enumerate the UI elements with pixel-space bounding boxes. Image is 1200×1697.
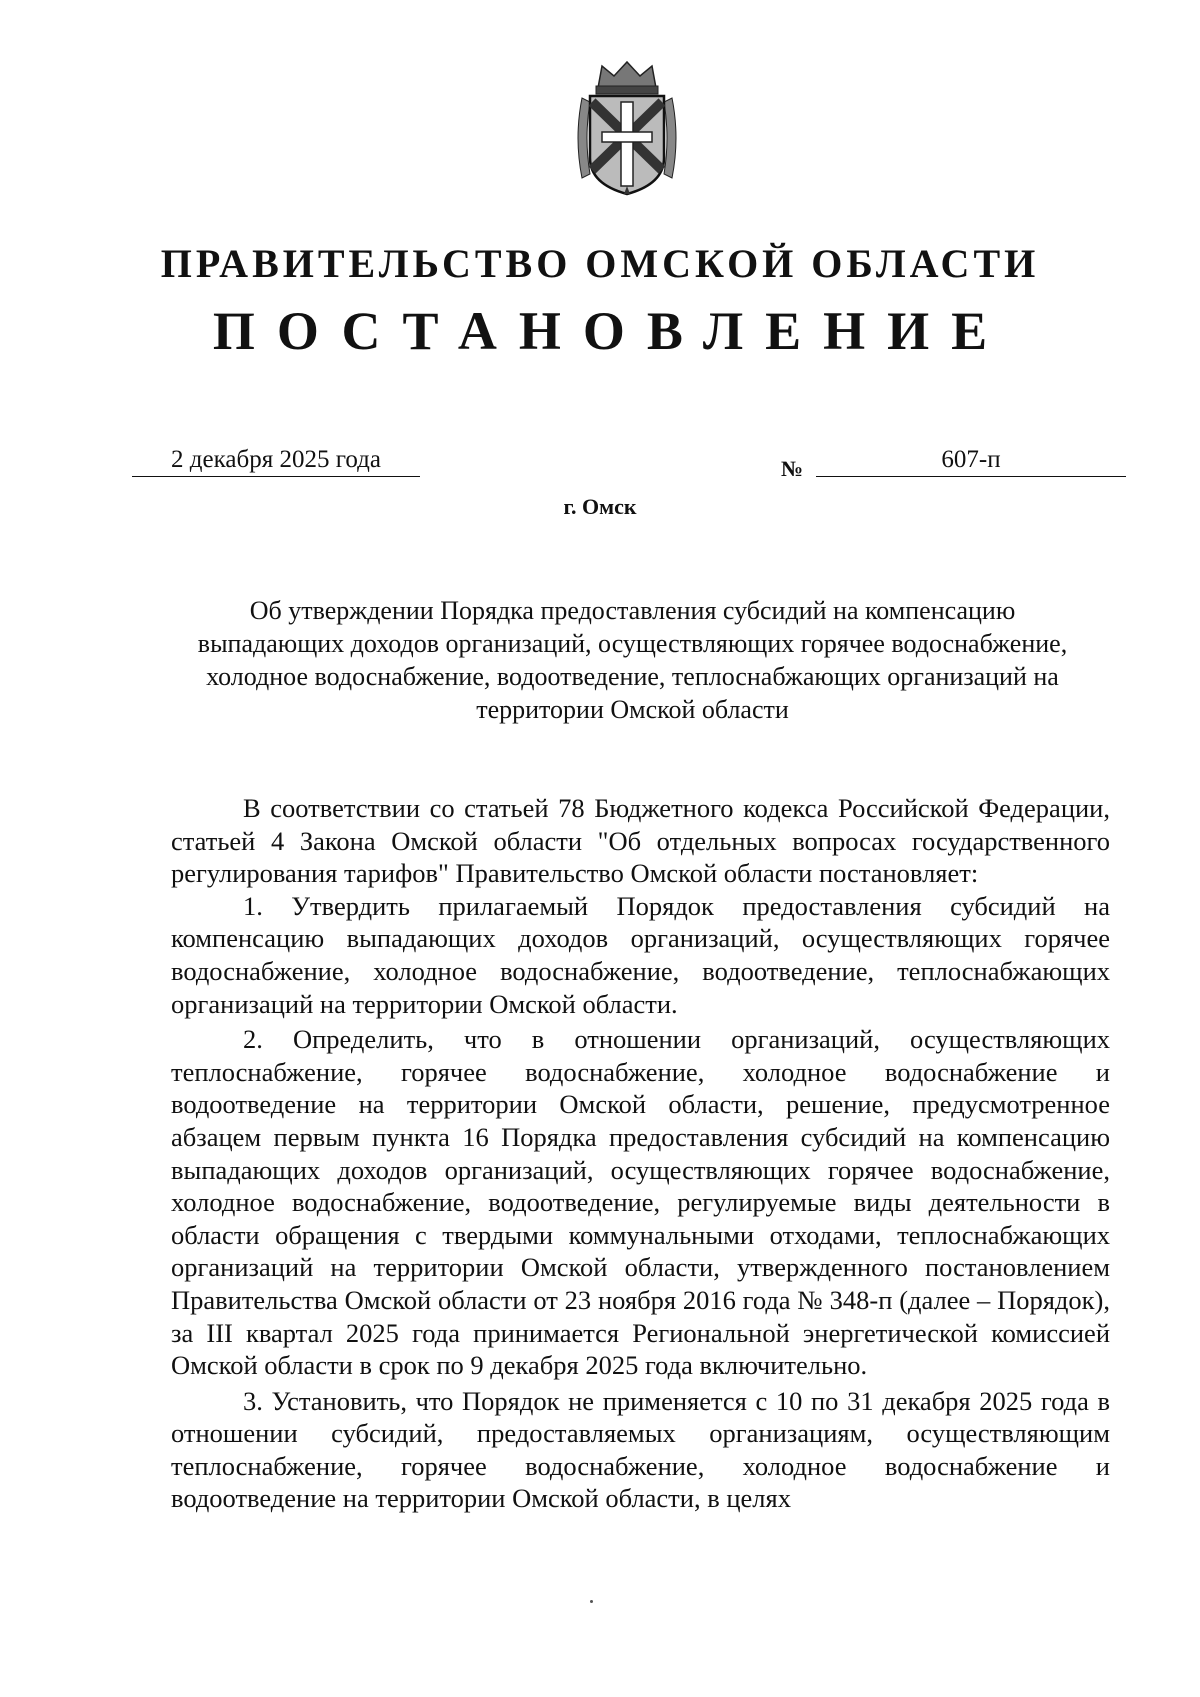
document-type-title: ПОСТАНОВЛЕНИЕ (212, 301, 1010, 361)
issuing-city: г. Омск (563, 494, 637, 519)
number-sign: № (781, 456, 804, 481)
paragraph-item-1: 1. Утвердить прилагаемый Порядок предоставления субсидий на компенсацию выпадающих доходов организаций, осуществляющих горячее водоснабжение, холодное водоснабжение, водоотведение, теплоснабжающих организаций на территории Омской области. (171, 890, 1110, 1019)
coat-of-arms-emblem (568, 58, 686, 198)
document-subject: Об утверждении Порядка предоставления субсидий на компенсацию выпадающих доходов организаций, осуществляющих горячее водоснабжение, холодное водоснабжение, водоотведение, теплоснабжающих организаций на территории Омской области (197, 596, 1068, 724)
document-number: 607-п (816, 446, 1126, 477)
scan-artifact-dot (590, 1600, 593, 1603)
paragraph-item-2: 2. Определить, что в отношении организаций, осуществляющих теплоснабжение, горячее водоснабжение, холодное водоснабжение и водоотведение на территории Омской области, решение, предусмотренное абзацем первым пункта 16 Порядка предоставления субсидий на компенсацию выпадающих доходов организаций, осуществляющих горячее водоснабжение, холодное водоснабжение, водоотведение, регулируемые виды деятельности в области обращения с твердыми коммунальными отходами, теплоснабжающих организаций на территории Омской области, утвержденного постановлением Правительства Омской области от 23 ноября 2016 года № 348-п (далее – Порядок), за III квартал 2025 года принимается Региональной энергетической комиссией Омской области в срок по 9 декабря 2025 года включительно. (171, 1024, 1110, 1381)
preamble-paragraph: В соответствии со статьей 78 Бюджетного кодекса Российской Федерации, статьей 4 Закона Омской области "Об отдельных вопросах государственного регулирования тарифов" Правительство Омской области постановляет: (171, 793, 1110, 889)
paragraph-item-3: 3. Установить, что Порядок не применяется с 10 по 31 декабря 2025 года в отношении субсидий, предоставляемых организациям, осуществляющим теплоснабжение, горячее водоснабжение, холодное водоснабжение и водоотведение на территории Омской области, в целях (171, 1385, 1110, 1514)
document-date: 2 декабря 2025 года (132, 446, 420, 477)
document-body (171, 792, 1110, 1515)
government-title: ПРАВИТЕЛЬСТВО ОМСКОЙ ОБЛАСТИ (160, 241, 1040, 286)
